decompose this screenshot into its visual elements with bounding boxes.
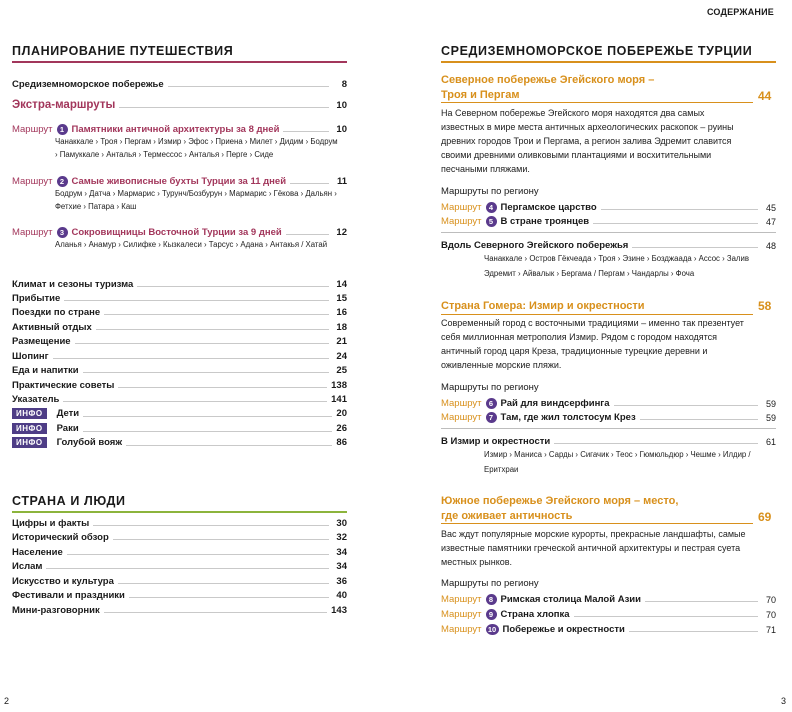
toc-entry-travel[interactable]: [12, 304, 347, 318]
region-1-underline: [441, 102, 753, 103]
divider: [441, 428, 776, 429]
planning-title-text: ПЛАНИРОВАНИЕ ПУТЕШЕСТВИЯ: [12, 44, 234, 58]
toc-entry-north-aegean[interactable]: [441, 237, 776, 251]
info-entry-blue-voyage[interactable]: [12, 436, 347, 449]
leader-line: [593, 223, 758, 224]
toc-entry-art[interactable]: [12, 573, 347, 587]
toc-entry-phrasebook[interactable]: [12, 602, 347, 616]
toc-page: 61: [765, 437, 776, 447]
region-title-line: Южное побережье Эгейского моря – место,: [441, 495, 679, 507]
toc-entry-climate[interactable]: [12, 276, 347, 290]
route-page: 11: [336, 176, 347, 187]
country-section-title: [12, 494, 347, 510]
route-entry-2[interactable]: [12, 173, 347, 187]
toc-page: 8: [341, 79, 347, 90]
toc-entry-tips[interactable]: [12, 377, 347, 391]
region-2-page: 58: [758, 299, 772, 313]
route-entry-6[interactable]: [441, 395, 776, 409]
leader-line: [53, 358, 329, 359]
toc-entry-index[interactable]: [12, 391, 347, 405]
route-title: Сокровищницы Восточной Турции за 9 дней: [71, 227, 282, 238]
leader-line: [75, 343, 329, 344]
toc-label: Средиземноморское побережье: [12, 79, 164, 90]
leader-line: [119, 107, 329, 108]
region-1-places: Чанаккале › Остров Гёкчеада › Троя › Эзине › Бозджаада › Ассос › Залив Эдремит › Айвалык › Бергама / Пергам › Чандарлы › Фоча: [484, 254, 749, 278]
toc-page: 24: [336, 351, 347, 362]
leader-line: [629, 631, 758, 632]
region-3-title[interactable]: [441, 494, 678, 524]
toc-label: Экстра-маршруты: [12, 99, 116, 111]
toc-label: Еда и напитки: [12, 365, 79, 376]
leader-line: [290, 183, 329, 184]
region-title-line: Северное побережье Эгейского моря –: [441, 74, 655, 86]
leader-line: [126, 445, 332, 446]
info-label: Голубой вояж: [56, 437, 123, 448]
leader-line: [601, 209, 758, 210]
divider: [441, 232, 776, 233]
leader-line: [574, 616, 758, 617]
info-page: 86: [336, 437, 347, 448]
region-3-routes-heading: Маршруты по региону: [441, 578, 539, 589]
route-number-badge: 4: [486, 202, 497, 213]
info-entry-crayfish[interactable]: [12, 422, 347, 435]
toc-entry-active[interactable]: [12, 319, 347, 333]
route-title: В стране троянцев: [500, 216, 590, 227]
toc-label: Ислам: [12, 561, 43, 572]
route-entry-3[interactable]: [12, 224, 347, 238]
toc-label: Население: [12, 547, 63, 558]
toc-page: 143: [331, 605, 347, 616]
route-entry-5[interactable]: [441, 213, 776, 227]
toc-entry-islam[interactable]: [12, 558, 347, 572]
leader-line: [554, 443, 758, 444]
toc-page: 34: [336, 547, 347, 558]
toc-entry-mediterranean[interactable]: [12, 76, 347, 90]
route-number-badge: 9: [486, 609, 497, 620]
leader-line: [104, 314, 329, 315]
toc-entry-facts[interactable]: [12, 515, 347, 529]
route-page: 71: [765, 625, 776, 635]
route-word: Маршрут: [441, 412, 482, 423]
page-number-left: 2: [4, 696, 10, 706]
route-title: Памятники античной архитектуры за 8 дней: [71, 124, 280, 135]
leader-line: [104, 612, 327, 613]
info-badge: ИНФО: [12, 437, 47, 448]
mediterranean-section-title: [441, 44, 776, 60]
toc-page: 14: [336, 279, 347, 290]
running-head: СОДЕРЖАНИЕ: [706, 7, 774, 17]
region-1-title[interactable]: [441, 73, 654, 103]
route-page: 45: [765, 203, 776, 213]
route-number-badge: 6: [486, 398, 497, 409]
leader-line: [67, 554, 329, 555]
leader-line: [640, 419, 758, 420]
region-2-routes-heading: Маршруты по региону: [441, 382, 539, 393]
toc-label: Вдоль Северного Эгейского побережья: [441, 240, 629, 251]
toc-entry-festivals[interactable]: [12, 587, 347, 601]
route-page: 12: [336, 227, 347, 238]
toc-label: Шопинг: [12, 351, 49, 362]
info-badge: ИНФО: [12, 408, 47, 419]
toc-page: 34: [336, 561, 347, 572]
planning-title-underline: [12, 61, 347, 64]
route-word: Маршрут: [441, 216, 482, 227]
info-page: 26: [336, 423, 347, 434]
region-title-line: Страна Гомера: Измир и окрестности: [441, 300, 645, 312]
leader-line: [96, 329, 329, 330]
info-page: 20: [336, 408, 347, 419]
toc-entry-izmir[interactable]: [441, 433, 776, 447]
route-places-1: Чанаккале › Троя › Пергам › Измир › Эфос › Приена › Милет › Дидим › Бодрум › Памуккале › Анталья › Термессос › Анталья › Перге › Сиде: [55, 137, 338, 159]
toc-page: 40: [336, 590, 347, 601]
route-number-badge: 8: [486, 594, 497, 605]
toc-label: В Измир и окрестности: [441, 436, 551, 447]
toc-label: Исторический обзор: [12, 532, 109, 543]
leader-line: [168, 86, 329, 87]
toc-label: Прибытие: [12, 293, 61, 304]
toc-entry-shopping[interactable]: [12, 348, 347, 362]
leader-line: [137, 286, 329, 287]
leader-line: [118, 583, 329, 584]
toc-entry-history[interactable]: [12, 529, 347, 543]
page-number-right: 3: [780, 696, 786, 706]
toc-label: Поездки по стране: [12, 307, 101, 318]
toc-label: Размещение: [12, 336, 71, 347]
country-title-underline: [12, 511, 347, 514]
route-word: Маршрут: [441, 594, 482, 605]
route-entry-10[interactable]: [441, 621, 776, 635]
region-3-description: Вас ждут популярные морские курорты, прекрасные ландшафты, самые известные памятники греческой античной архитектуры и пестрая суета местных рынков.: [441, 529, 746, 567]
route-number-badge: 3: [57, 227, 68, 238]
route-title: Там, где жил толстосум Крез: [500, 412, 636, 423]
route-title: Побережье и окрестности: [502, 624, 625, 635]
region-1-page: 44: [758, 89, 772, 103]
region-3-page: 69: [758, 510, 772, 524]
mediterranean-title-underline: [441, 61, 776, 64]
toc-entry-accommodation[interactable]: [12, 333, 347, 347]
route-page: 59: [765, 413, 776, 423]
route-page: 59: [765, 399, 776, 409]
leader-line: [93, 525, 329, 526]
route-page: 70: [765, 610, 776, 620]
toc-label: Мини-разговорник: [12, 605, 100, 616]
region-title-line: где оживает античность: [441, 510, 573, 522]
route-word: Маршрут: [12, 227, 53, 238]
toc-page: 138: [331, 380, 347, 391]
route-title: Рай для виндсерфинга: [500, 398, 610, 409]
toc-entry-population[interactable]: [12, 544, 347, 558]
toc-page: 32: [336, 532, 347, 543]
route-word: Маршрут: [441, 398, 482, 409]
toc-page: 10: [336, 100, 347, 111]
toc-page: 15: [336, 293, 347, 304]
leader-line: [632, 247, 758, 248]
leader-line: [83, 431, 333, 432]
mediterranean-title-text: СРЕДИЗЕМНОМОРСКОЕ ПОБЕРЕЖЬЕ ТУРЦИИ: [441, 44, 753, 58]
route-entry-4[interactable]: [441, 199, 776, 213]
route-title: Римская столица Малой Азии: [500, 594, 641, 605]
route-number-badge: 1: [57, 124, 68, 135]
leader-line: [63, 401, 327, 402]
route-page: 47: [765, 217, 776, 227]
region-2-underline: [441, 314, 753, 315]
country-title-text: СТРАНА И ЛЮДИ: [12, 494, 126, 508]
leader-line: [113, 539, 329, 540]
toc-page: 16: [336, 307, 347, 318]
route-word: Маршрут: [441, 624, 482, 635]
toc-label: Климат и сезоны туризма: [12, 279, 134, 290]
leader-line: [64, 300, 329, 301]
toc-page: 141: [331, 394, 347, 405]
route-number-badge: 5: [486, 216, 497, 227]
leader-line: [286, 234, 329, 235]
region-3-underline: [441, 523, 753, 524]
route-word: Маршрут: [441, 202, 482, 213]
toc-page: 25: [336, 365, 347, 376]
route-entry-7[interactable]: [441, 409, 776, 423]
toc-label: Фестивали и праздники: [12, 590, 125, 601]
info-entry-children[interactable]: [12, 407, 347, 420]
region-2-title[interactable]: [441, 299, 645, 314]
route-word: Маршрут: [12, 176, 53, 187]
route-number-badge: 10: [486, 624, 499, 635]
info-badge: ИНФО: [12, 423, 47, 434]
info-label: Дети: [56, 408, 80, 419]
route-places-3: Аланья › Анамур › Силифке › Кызкалеси › Тарсус › Адана › Антакья / Хатай: [55, 240, 328, 249]
toc-entry-arrival[interactable]: [12, 290, 347, 304]
toc-label: Цифры и факты: [12, 518, 90, 529]
route-number-badge: 7: [486, 412, 497, 423]
toc-label: Указатель: [12, 394, 60, 405]
toc-entry-food[interactable]: [12, 362, 347, 376]
region-title-line: Троя и Пергам: [441, 89, 520, 101]
toc-page: 48: [765, 241, 776, 251]
route-places-2: Бодрум › Датча › Мармарис › Турунч/Бозбурун › Мармарис › Гёкова › Дальян › Фетхие › Патара › Каш: [55, 189, 337, 211]
toc-entry-extra-routes[interactable]: [12, 97, 347, 111]
leader-line: [614, 405, 758, 406]
toc-page: 18: [336, 322, 347, 333]
route-entry-8[interactable]: [441, 591, 776, 605]
route-title: Самые живописные бухты Турции за 11 дней: [71, 176, 287, 187]
toc-page: 36: [336, 576, 347, 587]
route-word: Маршрут: [12, 124, 53, 135]
toc-label: Активный отдых: [12, 322, 92, 333]
route-title: Страна хлопка: [500, 609, 570, 620]
region-1-routes-heading: Маршруты по региону: [441, 186, 539, 197]
toc-page: 30: [336, 518, 347, 529]
region-1-description: На Северном побережье Эгейского моря находятся два самых известных в мире места античных археологических раскопок – руины древних городов Трои и Пергама, а регион залива Эдремит славится своими древними оливковыми плантациями и восхитительными песчаными пляжами.: [441, 108, 734, 174]
toc-label: Искусство и культура: [12, 576, 114, 587]
leader-line: [283, 131, 329, 132]
toc-label: Практические советы: [12, 380, 115, 391]
route-title: Пергамское царство: [500, 202, 597, 213]
leader-line: [83, 416, 332, 417]
route-number-badge: 2: [57, 176, 68, 187]
region-2-places: Измир › Маниса › Сарды › Сигачик › Теос › Гюмюльдюр › Чешме › Илдир / Eритхраи: [484, 450, 751, 474]
route-entry-1[interactable]: [12, 121, 347, 135]
route-entry-9[interactable]: [441, 606, 776, 620]
leader-line: [46, 568, 329, 569]
leader-line: [83, 372, 329, 373]
route-page: 10: [336, 124, 347, 135]
route-page: 70: [765, 595, 776, 605]
toc-page: 21: [336, 336, 347, 347]
leader-line: [645, 601, 758, 602]
leader-line: [118, 387, 327, 388]
info-label: Раки: [56, 423, 79, 434]
route-word: Маршрут: [441, 609, 482, 620]
leader-line: [129, 597, 329, 598]
region-2-description: Современный город с восточными традициями – именно так презентует себя миллионная метрополия Измир. Рядом с городом находятся античный город царя Креза, традиционные турецкие деревни и оживленные морские пляжи.: [441, 318, 744, 370]
planning-section-title: [12, 44, 347, 60]
